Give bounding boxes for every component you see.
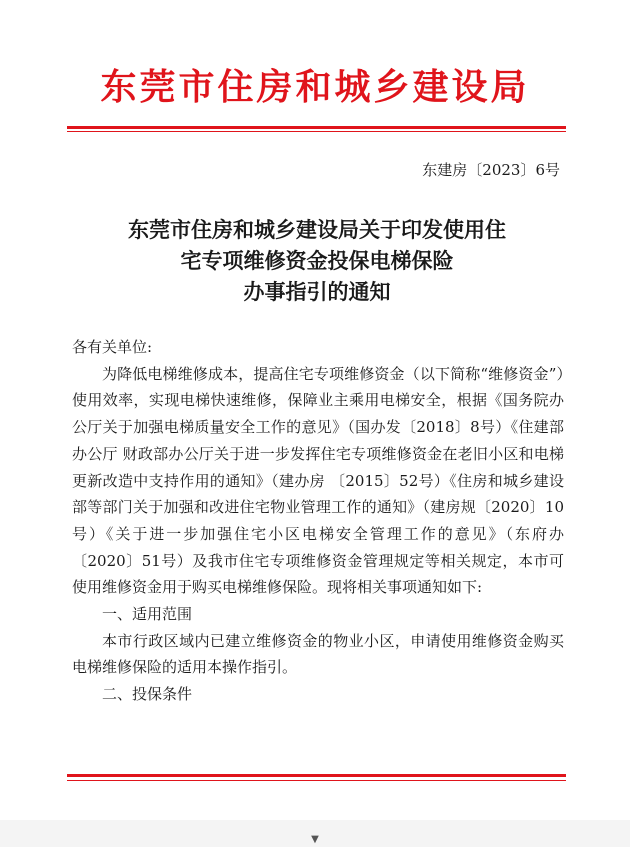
masthead-divider bbox=[67, 126, 566, 129]
document-body bbox=[72, 334, 564, 708]
footer-divider-thin bbox=[67, 780, 566, 781]
document-number: 东建房〔2023〕6号 bbox=[422, 161, 560, 179]
title-line-2: 宅专项维修资金投保电梯保险 bbox=[180, 248, 454, 273]
section-1-paragraph: 本市行政区域内已建立维修资金的物业小区，申请使用维修资金购买电梯维修保险的适用本操作指引。 bbox=[72, 631, 564, 677]
scroll-down-button[interactable] bbox=[300, 832, 330, 846]
section-2-heading: 二、投保条件 bbox=[102, 685, 193, 704]
footer-divider bbox=[67, 774, 566, 777]
salutation: 各有关单位: bbox=[72, 338, 153, 356]
intro-paragraph: 为降低电梯维修成本，提高住宅专项维修资金（以下简称“维修资金”）使用效率，实现电梯快速维修，保障业主乘用电梯安全，根据《国务院办公厅关于加强电梯质量安全工作的意见》（国办发〔2018〕8号）《住建部办公厅 财政部办公厅关于进一步发挥住宅专项维修资金在老旧小区和电梯更新改造中支持作用的通知》（建办房 〔2015〕52号）《住房和城乡建设部等部门关于加强和改进住宅物业管理工作的通知》（建房规〔2020〕10号）《关于进一步加强住宅小区电梯安全管理工作的意见》（东府办〔2020〕51号）及我市住宅专项维修资金管理规定等相关规定，本市可使用维修资金用于购买电梯维修保险。现将相关事项通知如下: bbox=[72, 364, 564, 597]
chevron-down-icon: ▼ bbox=[311, 833, 319, 845]
section-1-heading: 一、适用范围 bbox=[102, 605, 193, 624]
masthead-divider-thin bbox=[67, 131, 566, 132]
document-title bbox=[60, 214, 574, 307]
title-line-3: 办事指引的通知 bbox=[243, 279, 391, 304]
issuer-masthead: 东莞市住房和城乡建设局 bbox=[100, 66, 530, 108]
title-line-1: 东莞市住房和城乡建设局关于印发使用住 bbox=[128, 217, 506, 242]
